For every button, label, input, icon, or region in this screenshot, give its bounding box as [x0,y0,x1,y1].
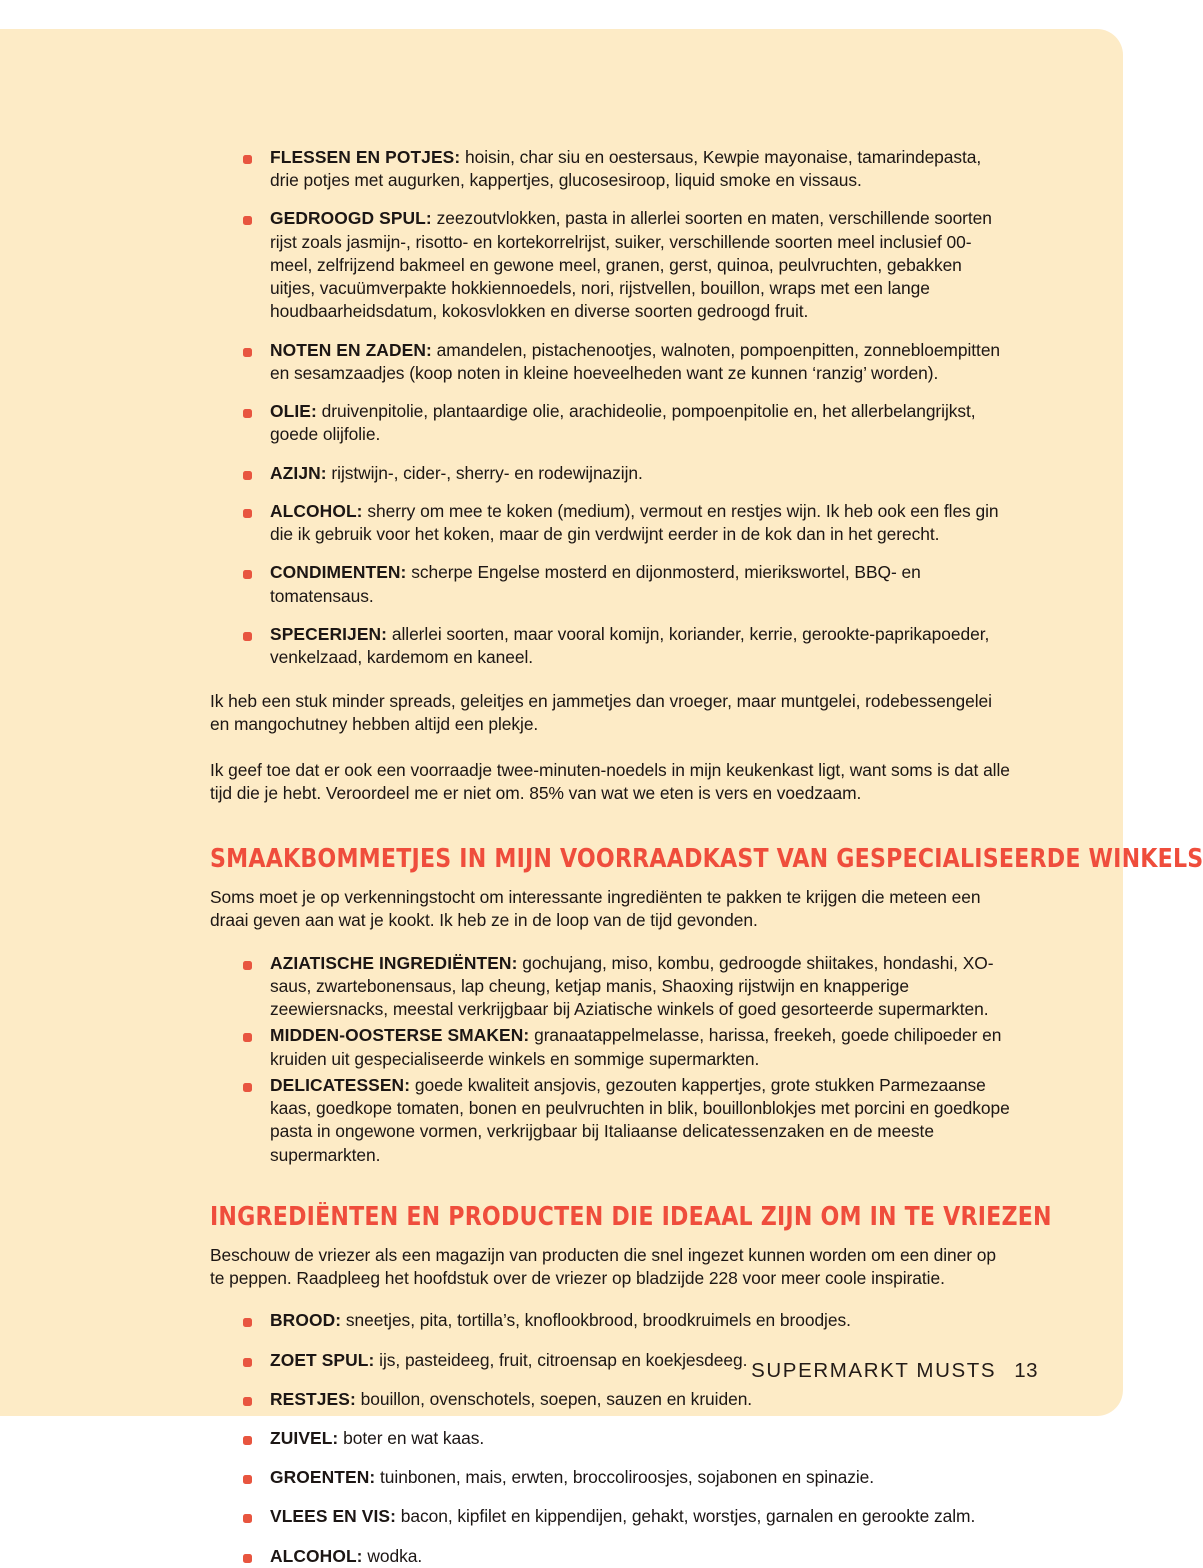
list-item [210,207,1010,323]
list-item [210,1427,1010,1450]
list-item-label: ZUIVEL: [270,1428,339,1448]
bullet-icon [243,1318,252,1327]
spacer [210,669,1010,690]
list-item-label: GROENTEN: [270,1467,376,1488]
list-item [210,1024,1010,1070]
list-item-label: SPECERIJEN: [270,623,388,644]
bullet-icon [243,1033,252,1042]
list-item-text: bacon, kipfilet en kippendijen, gehakt, worstjes, garnalen en gerookte zalm. [395,1506,976,1527]
page-footer [751,1359,1038,1383]
list-item-text: wodka. [362,1545,423,1566]
section-intro-freezer: Beschouw de vriezer als een magazijn van producten die snel ingezet kunnen worden om een diner op te peppen. Raadpleeg het hoofdstuk over de vriezer op bladzijde 228 voor meer coole inspiratie. [210,1244,996,1289]
footer-page-number: 13 [1014,1359,1038,1382]
bullet-icon [243,155,252,164]
bullet-icon [243,348,252,357]
bullet-icon [243,1554,252,1563]
freezer-list [210,1309,1010,1568]
bullet-icon [243,1436,252,1445]
section-heading-freezer: INGREDIËNTEN EN PRODUCTEN DIE IDEAAL ZIJN OM IN TE VRIEZEN [210,1201,1052,1232]
list-item [210,1388,1010,1411]
bullet-icon [243,1397,252,1406]
list-item [210,500,1010,546]
list-item-text: scherpe Engelse mosterd en dijonmosterd, mierikswortel, BBQ- en tomatensaus. [270,562,921,606]
bullet-icon [243,570,252,579]
spacer [210,805,1010,845]
paragraph-spreads: Ik heb een stuk minder spreads, geleitjes en jammetjes dan vroeger, maar muntgelei, rodebessengelei en mangochutney hebben altijd een plekje. [210,691,992,735]
bullet-icon [243,216,252,225]
list-item [210,462,1010,485]
spacer [210,737,1010,759]
bullet-icon [243,632,252,641]
bullet-icon [243,409,252,418]
bullet-icon [243,1358,252,1367]
bullet-icon [243,509,252,518]
list-item [210,400,1010,446]
list-item [210,146,1010,192]
list-item-label: BROOD: [270,1310,342,1331]
list-item-text: sneetjes, pita, tortilla’s, knoflookbrood, broodkruimels en broodjes. [341,1310,851,1331]
list-item-label: RESTJES: [270,1388,356,1409]
section-intro-specialty: Soms moet je op verkenningstocht om interessante ingrediënten te pakken te krijgen die meteen een draai geven aan wat je kookt. Ik heb ze in de loop van de tijd gevonden. [210,887,981,931]
paragraph-noodles: Ik geef toe dat er ook een voorraadje twee-minuten-noedels in mijn keukenkast ligt, want soms is dat alle tijd die je hebt. Veroordeel me er niet om. 85% van wat we eten is vers en voedzaam. [210,759,1010,803]
pantry-list [210,146,1010,669]
list-item-label: ALCOHOL: [270,1545,363,1566]
spacer [210,933,1010,952]
list-item-label: AZIJN: [270,462,327,483]
list-item [210,339,1010,385]
bullet-icon [243,1083,252,1092]
list-item-text: zeezoutvlokken, pasta in allerlei soorten en maten, verschillende soorten rijst zoals jasmijn-, risotto- en kortekorrelrijst, suiker, verschillende soorten meel inclusief 00-meel, zelfrijzend bakmeel en gewone meel, granen, gerst, quinoa, peulvruchten, gebakken uitjes, vacuümverpakte hokkiennoedels, nori, rijstvellen, bouillon, wraps met een lange houdbaarheidsdatum, kokosvlokken en diverse soorten gedroogd fruit. [270,208,992,322]
list-item-label: GEDROOGD SPUL: [270,208,432,229]
list-item-label: CONDIMENTEN: [270,562,407,583]
list-item-text: sherry om mee te koken (medium), vermout en restjes wijn. Ik heb ook een fles gin die ik gebruik voor het koken, maar de gin verdwijnt eerder in de kok dan in het gerecht. [270,500,999,545]
bullet-icon [243,1514,252,1523]
page-sheet [0,29,1203,1566]
list-item-text: granaatappelmelasse, harissa, freekeh, goede chilipoeder en kruiden uit gespecialiseerde winkels en sommige supermarkten. [270,1025,1002,1069]
list-item-text: gochujang, miso, kombu, gedroogde shiitakes, hondashi, XO-saus, zwartebonensaus, lap cheung, ketjap manis, Shaoxing rijstwijn en knapperige zeewiersnacks, meestal verkrijgbaar bij Aziatische winkels of goed gesorteerde supermarkten. [270,952,994,1020]
list-item-label: ZOET SPUL: [270,1349,375,1370]
list-item-label: DELICATESSEN: [270,1074,411,1095]
list-item [210,1466,1010,1489]
list-item-text: bouillon, ovenschotels, soepen, sauzen en kruiden. [355,1388,753,1409]
list-item [210,623,1010,669]
list-item [210,1074,1010,1167]
list-item-label: NOTEN EN ZADEN: [270,339,432,360]
list-item-label: MIDDEN-OOSTERSE SMAKEN: [270,1025,530,1046]
spacer [210,873,1010,886]
section-heading-specialty: SMAAKBOMMETJES IN MIJN VOORRAADKAST VAN GESPECIALISEERDE WINKELS [210,844,1203,875]
list-item-text: ijs, pasteideeg, fruit, citroensap en koekjesdeeg. [374,1349,748,1370]
spacer [210,1290,1010,1309]
footer-chapter-title: SUPERMARKT MUSTS [751,1359,997,1382]
list-item-text: hoisin, char siu en oestersaus, Kewpie mayonaise, tamarindepasta, drie potjes met augurken, kappertjes, glucosesiroop, liquid smoke en vissaus. [270,147,982,191]
list-item [210,952,1010,1022]
list-item-text: amandelen, pistachenootjes, walnoten, pompoenpitten, zonnebloempitten en sesamzaadjes (koop noten in kleine hoeveelheden want ze kunnen ‘ranzig’ worden). [270,339,1001,383]
list-item-text: tuinbonen, mais, erwten, broccoliroosjes, sojabonen en spinazie. [375,1467,875,1488]
bullet-icon [243,961,252,970]
list-item-label: ALCOHOL: [270,500,363,521]
list-item-label: FLESSEN EN POTJES: [270,147,461,167]
list-item [210,1309,1010,1332]
list-item-label: OLIE: [270,401,317,422]
spacer [210,1231,1010,1244]
specialty-list [210,952,1010,1167]
list-item [210,1545,1010,1568]
list-item-text: allerlei soorten, maar vooral komijn, koriander, kerrie, gerookte-paprikapoeder, venkelzaad, kardemom en kaneel. [270,623,990,667]
list-item [210,1505,1010,1528]
list-item-text: boter en wat kaas. [338,1428,485,1448]
list-item-text: rijstwijn-, cider-, sherry- en rodewijnazijn. [326,462,643,483]
spacer [210,1167,1010,1203]
list-item-label: VLEES EN VIS: [270,1506,396,1527]
list-item-text: goede kwaliteit ansjovis, gezouten kappertjes, grote stukken Parmezaanse kaas, goedkope tomaten, bonen en peulvruchten in blik, bouillonblokjes met porcini en goedkope pasta in ongewone vormen, verkrijgbaar bij Italiaanse delicatessenzaken en de meeste supermarkten. [270,1074,1010,1165]
list-item-text: druivenpitolie, plantaardige olie, arachideolie, pompoenpitolie en, het allerbelangrijkst, goede olijfolie. [270,401,976,445]
list-item-label: AZIATISCHE INGREDIËNTEN: [270,952,518,973]
bullet-icon [243,1475,252,1484]
bullet-icon [243,471,252,480]
list-item [210,561,1010,607]
